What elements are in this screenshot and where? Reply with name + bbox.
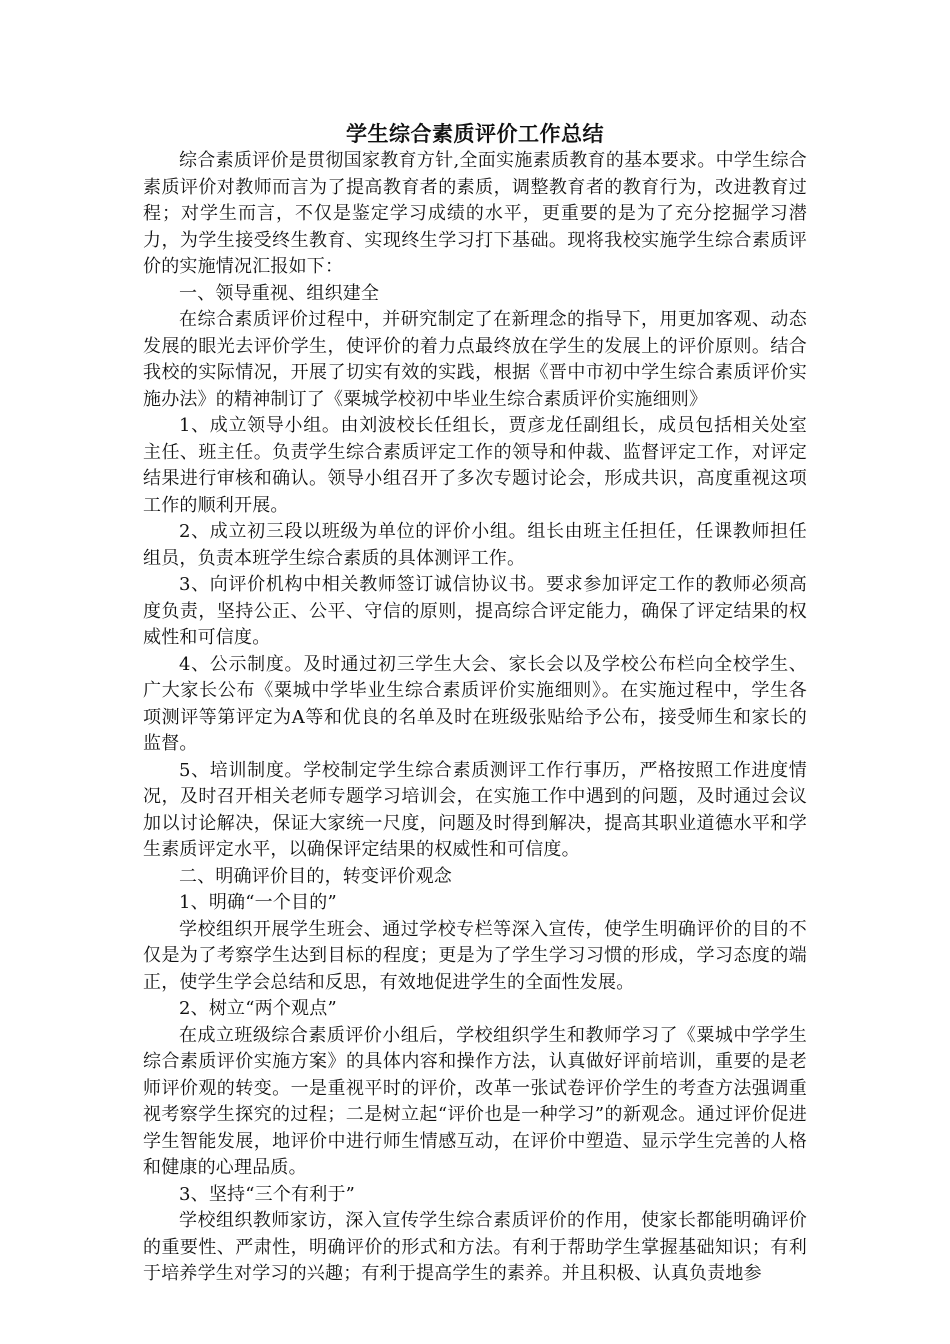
paragraph: 4、公示制度。及时通过初三学生大会、家长会以及学校公布栏向全校学生、广大家长公布《粟城中学毕业生综合素质评价实施细则》。在实施过程中，学生各项测评等第评定为A等和优良的名单及时在班级张贴给予公布，接受师生和家长的监督。 [143,653,807,754]
subheading: 1、明确“一个目的” [179,892,337,913]
paragraph: 在综合素质评价过程中，并研究制定了在新理念的指导下，用更加客观、动态发展的眼光去评价学生，使评价的着力点最终放在学生的发展上的评价原则。结合我校的实际情况，开展了切实有效的实践，根据《晋中市初中学生综合素质评价实施办法》的精神制订了《粟城学校初中毕业生综合素质评价实施细则》 [143,309,807,410]
subheading: 2、树立“两个观点” [179,998,337,1019]
document-title: 学生综合素质评价工作总结 [346,122,604,146]
paragraph: 在成立班级综合素质评价小组后，学校组织学生和教师学习了《粟城中学学生综合素质评价实施方案》的具体内容和操作方法，认真做好评前培训，重要的是老师评价观的转变。一是重视平时的评价，改革一张试卷评价学生的考查方法强调重视考察学生探究的过程；二是树立起“评价也是一种学习”的新观念。通过评价促进学生智能发展，地评价中进行师生情感互动，在评价中塑造、显示学生完善的人格和健康的心理品质。 [143,1024,807,1178]
paragraph: 1、成立领导小组。由刘波校长任组长，贾彦龙任副组长，成员包括相关处室主任、班主任。负责学生综合素质评定工作的领导和仲裁、监督评定工作，对评定结果进行审核和确认。领导小组召开了多次专题讨论会，形成共识，高度重视这项工作的顺利开展。 [143,415,807,516]
intro-paragraph: 综合素质评价是贯彻国家教育方针,全面实施素质教育的基本要求。中学生综合素质评价对教师而言为了提高教育者的素质，调整教育者的教育行为，改进教育过程；对学生而言，不仅是鉴定学习成绩的水平，更重要的是为了充分挖掘学习潜力，为学生接受终生教育、实现终生学习打下基础。现将我校实施学生综合素质评价的实施情况汇报如下： [143,150,807,277]
section-heading-2: 二、明确评价目的，转变评价观念 [179,865,452,887]
paragraph: 3、向评价机构中相关教师签订诚信协议书。要求参加评定工作的教师必须高度负责，坚持公正、公平、守信的原则，提高综合评定能力，确保了评定结果的权威性和可信度。 [143,574,807,648]
paragraph: 学校组织教师家访，深入宣传学生综合素质评价的作用，使家长都能明确评价的重要性、严肃性，明确评价的形式和方法。有利于帮助学生掌握基础知识；有利于培养学生对学习的兴趣；有利于提高学生的素养。并且积极、认真负责地参 [143,1210,807,1284]
document-body [143,120,807,1288]
paragraph: 学校组织开展学生班会、通过学校专栏等深入宣传，使学生明确评价的目的不仅是为了考察学生达到目标的程度；更是为了学生学习习惯的形成，学习态度的端正，使学生学会总结和反思，有效地促进学生的全面性发展。 [143,918,807,993]
subheading: 3、坚持“三个有利于” [179,1183,356,1205]
paragraph: 2、成立初三段以班级为单位的评价小组。组长由班主任担任，任课教师担任组员，负责本班学生综合素质的具体测评工作。 [143,521,807,569]
paragraph: 5、培训制度。学校制定学生综合素质测评工作行事历，严格按照工作进度情况，及时召开相关老师专题学习培训会，在实施工作中遇到的问题，及时通过会议加以讨论解决，保证大家统一尺度，问题及时得到解决，提高其职业道德水平和学生素质评定水平，以确保评定结果的权威性和可信度。 [143,759,807,860]
section-heading-1: 一、领导重视、组织建全 [179,282,380,304]
